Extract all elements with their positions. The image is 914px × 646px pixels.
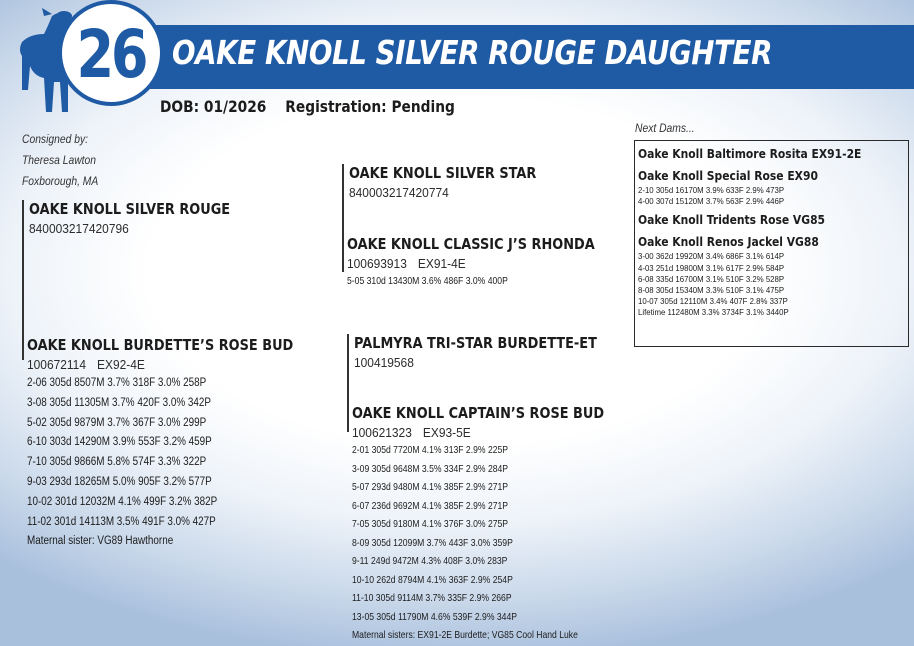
- dam-registration: [27, 357, 312, 372]
- dams-dam-record: 9-11 249d 9472M 4.3% 408F 3.0% 283P: [352, 555, 508, 567]
- sires-dam-registration: [347, 256, 612, 271]
- page-title: OAKE KNOLL SILVER ROUGE DAUGHTER: [172, 33, 773, 72]
- dams-dam-classification: EX93-5E: [422, 425, 471, 440]
- next-dams-label: Next Dams...: [635, 121, 695, 135]
- dams-dam-record: 13-05 305d 11790M 4.6% 539F 2.9% 344P: [352, 610, 517, 623]
- dams-sire-registration: 100419568: [354, 355, 414, 370]
- dam-record: 5-02 305d 9879M 3.7% 367F 3.0% 299P: [27, 416, 207, 429]
- dam-classification: EX92-4E: [97, 357, 145, 372]
- dam-block: [22, 336, 337, 552]
- consignor-name: Theresa Lawton: [22, 153, 97, 167]
- dam-maternal-sister: Maternal sister: VG89 Hawthorne: [27, 535, 174, 548]
- sires-dam-classification: EX91-4E: [417, 256, 466, 271]
- subheading: [160, 97, 455, 116]
- next-dam-name: Oake Knoll Special Rose EX90: [638, 168, 818, 183]
- sires-sire-name: OAKE KNOLL SILVER STAR: [349, 164, 537, 182]
- dams-dam-reg-number: 100621323: [352, 425, 412, 440]
- dam-record: 7-10 305d 9866M 5.8% 574F 3.3% 322P: [27, 456, 207, 469]
- sires-sire-registration: 840003217420774: [349, 185, 449, 200]
- next-dam-record: 4-00 307d 15120M 3.7% 563F 2.9% 446P: [638, 196, 785, 207]
- lot-number: 26: [76, 15, 146, 93]
- dam-name: OAKE KNOLL BURDETTE’S ROSE BUD: [27, 336, 294, 354]
- lot-number-badge: [58, 0, 164, 106]
- dams-dam-records: [352, 441, 645, 645]
- dam-record: 6-10 303d 14290M 3.9% 553F 3.2% 459P: [27, 436, 212, 449]
- next-dam-lifetime-record: Lifetime 112480M 3.3% 3734F 3.1% 3440P: [638, 307, 789, 318]
- sires-dam-block: [342, 235, 635, 291]
- dam-record: 11-02 301d 14113M 3.5% 491F 3.0% 427P: [27, 515, 216, 528]
- next-dam-record: 4-03 251d 19800M 3.1% 617F 2.9% 584P: [638, 262, 785, 273]
- dams-dam-record: 8-09 305d 12099M 3.7% 443F 3.0% 359P: [352, 536, 513, 549]
- sires-dam-name: OAKE KNOLL CLASSIC J’S RHONDA: [347, 235, 595, 253]
- next-dam-record: 2-10 305d 16170M 3.9% 633F 2.9% 473P: [638, 185, 785, 195]
- next-dam-name: Oake Knoll Baltimore Rosita EX91-2E: [638, 146, 862, 161]
- consigned-label: Consigned by:: [22, 132, 88, 146]
- dams-dam-maternal-sisters: Maternal sisters: EX91-2E Burdette; VG85 Cool Hand Luke: [352, 629, 578, 641]
- dam-record: 9-03 293d 18265M 5.0% 905F 3.2% 577P: [27, 475, 212, 488]
- dams-dam-record: 11-10 305d 9114M 3.7% 335F 2.9% 266P: [352, 592, 512, 604]
- consignor-location: Foxborough, MA: [22, 174, 99, 188]
- dam-records: [27, 374, 337, 552]
- registration-status: Registration: Pending: [285, 97, 455, 116]
- dam-reg-number: 100672114: [27, 357, 86, 372]
- dams-sire-name: PALMYRA TRI-STAR BURDETTE-ET: [354, 334, 597, 352]
- next-dam-name: Oake Knoll Renos Jackel VG88: [638, 234, 819, 250]
- next-dam-record: 10-07 305d 12110M 3.4% 407F 2.8% 337P: [638, 296, 788, 307]
- dam-record: 3-08 305d 11305M 3.7% 420F 3.0% 342P: [27, 396, 212, 409]
- next-dam-record: 6-08 335d 16700M 3.1% 510F 3.2% 528P: [638, 273, 785, 284]
- dams-dam-record: 5-07 293d 9480M 4.1% 385F 2.9% 271P: [352, 481, 509, 493]
- dams-dam-record: 3-09 305d 9648M 3.5% 334F 2.9% 284P: [352, 462, 509, 475]
- dams-dam-record: 2-01 305d 7720M 4.1% 313F 2.9% 225P: [352, 444, 509, 456]
- sires-dam-record: 5-05 310d 13430M 3.6% 486F 3.0% 400P: [347, 275, 508, 287]
- dams-dam-registration: [352, 425, 622, 440]
- next-dam-name: Oake Knoll Tridents Rose VG85: [638, 212, 826, 228]
- dams-dam-record: 10-10 262d 8794M 4.1% 363F 2.9% 254P: [352, 573, 513, 586]
- dam-record: 2-06 305d 8507M 3.7% 318F 3.0% 258P: [27, 377, 207, 389]
- sire-registration: 840003217420796: [29, 221, 129, 236]
- next-dam-record: 8-08 305d 15340M 3.3% 510F 3.1% 475P: [638, 285, 785, 296]
- consignor-info: [22, 129, 98, 192]
- next-dam-record: 3-00 362d 19920M 3.4% 686F 3.1% 614P: [638, 251, 785, 262]
- dams-dam-name: OAKE KNOLL CAPTAIN’S ROSE BUD: [352, 404, 605, 422]
- dams-dam-block: [347, 404, 645, 645]
- dam-record: 10-02 301d 12032M 4.1% 499F 3.2% 382P: [27, 495, 218, 508]
- dob: DOB: 01/2026: [160, 97, 267, 116]
- sire-name: OAKE KNOLL SILVER ROUGE: [29, 200, 231, 218]
- sires-dam-reg-number: 100693913: [347, 256, 407, 271]
- dams-dam-record: 7-05 305d 9180M 4.1% 376F 3.0% 275P: [352, 518, 509, 530]
- next-dams-box: [634, 140, 909, 347]
- dams-dam-record: 6-07 236d 9692M 4.1% 385F 2.9% 271P: [352, 499, 509, 512]
